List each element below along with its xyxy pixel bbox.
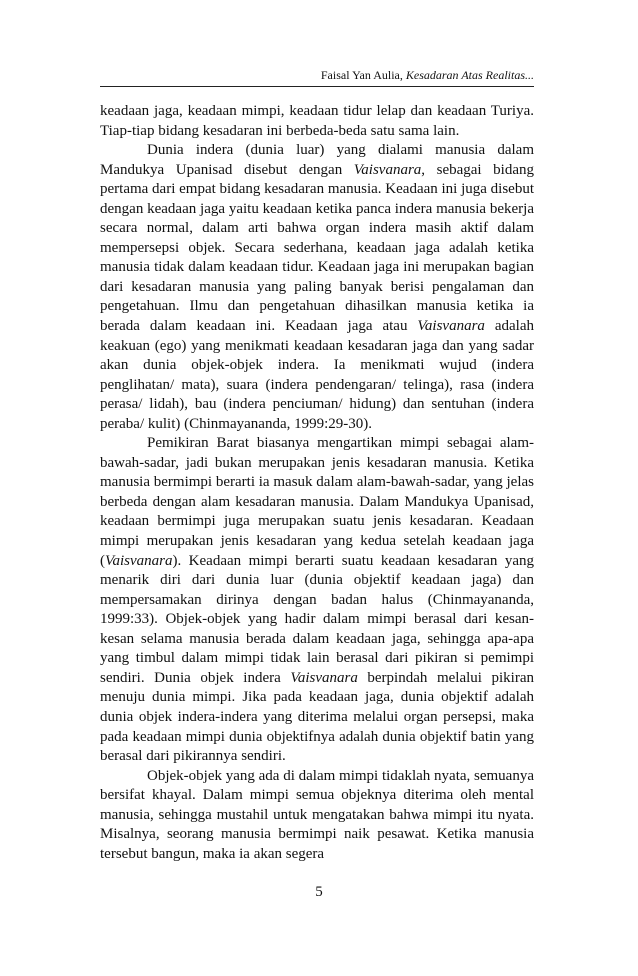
text-run: Objek-objek yang ada di dalam mimpi tidaklah nyata, semuanya bersifat khayal. Dalam mimpi semua objeknya diterima oleh mental manusia, sehingga mustahil untuk mengatakan bahwa mimpi itu nyata. Misalnya, seorang manusia bermimpi naik pesawat. Ketika manusia tersebut bangun, maka ia akan segera bbox=[100, 767, 534, 862]
text-run: Dunia indera (dunia luar) yang dialami manusia dalam Mandukya Upanisad disebut dengan bbox=[100, 142, 534, 178]
italic-term: Vaisvanara bbox=[105, 552, 173, 569]
body-text bbox=[100, 102, 534, 864]
header-title: Kesadaran Atas Realitas... bbox=[405, 68, 534, 82]
italic-term: Vaisvanara bbox=[353, 161, 422, 178]
text-run: keadaan jaga, keadaan mimpi, keadaan tidur lelap dan keadaan Turiya. Tiap-tiap bidang kesadaran ini berbeda-beda satu sama lain. bbox=[100, 103, 534, 139]
text-run: ). Keadaan mimpi berarti suatu keadaan kesadaran yang menarik diri dari dunia luar (dunia objektif keadaan jaga) dan mempersamakan dirinya dengan badan halus (Chinmayananda, 1999:33). Objek-objek yang hadir dalam mimpi berasal dari kesan-kesan selama manusia berada dalam keadaan jaga, sehingga apa-apa yang timbul dalam mimpi tidak lain berasal dari pikiran si pemimpi sendiri. Dunia objek indera bbox=[100, 552, 534, 686]
italic-term: Vaisvanara bbox=[290, 669, 358, 686]
text-run: berpindah melalui pikiran menuju dunia mimpi. Jika pada keadaan jaga, dunia objektif adalah dunia objek indera-indera yang diterima melalui organ persepsi, maka pada keadaan mimpi dunia objektifnya adalah dunia objektif batin yang berasal dari pikirannya sendiri. bbox=[100, 669, 534, 765]
page-number: 5 bbox=[315, 884, 323, 900]
paragraph-3 bbox=[100, 434, 534, 766]
header-author: Faisal Yan Aulia, bbox=[320, 68, 406, 82]
running-header bbox=[321, 68, 534, 82]
paragraph-4 bbox=[100, 767, 534, 865]
text-run: , sebagai bidang pertama dari empat bidang kesadaran manusia. Keadaan ini juga disebut dengan keadaan jaga yaitu keadaan ketika panca indera manusia bekerja secara normal, dalam arti bahwa organ indera masih aktif dalam mempersepsi objek. Secara sederhana, keadaan jaga adalah ketika manusia tidak dalam keadaan tidur. Keadaan jaga ini merupakan bagian dari kesadaran manusia yang paling banyak berisi pengalaman dan pengetahuan. Ilmu dan pengetahuan dihasilkan manusia ketika ia berada dalam keadaan ini. Keadaan jaga atau bbox=[100, 161, 535, 335]
text-run: Pemikiran Barat biasanya mengartikan mimpi sebagai alam-bawah-sadar, jadi bukan merupakan jenis kesadaran manusia. Ketika manusia bermimpi berarti ia masuk dalam alam-bawah-sadar, yang jelas berbeda dengan alam kesadaran manusia. Dalam Mandukya Upanisad, keadaan bermimpi juga merupakan suatu jenis kesadaran. Keadaan mimpi merupakan jenis kesadaran yang kedua setelah keadaan jaga ( bbox=[100, 435, 534, 569]
paragraph-2 bbox=[100, 141, 534, 434]
italic-term: Vaisvanara bbox=[417, 318, 485, 335]
paragraph-1 bbox=[100, 102, 534, 141]
text-run: adalah keakuan (ego) yang menikmati keadaan kesadaran jaga dan yang sadar akan dunia objek-objek indera. Ia menikmati wujud (indera penglihatan/ mata), suara (indera pendengaran/ telinga), rasa (indera perasa/ lidah), bau (indera penciuman/ hidung) dan sentuhan (indera peraba/ kulit) (Chinmayananda, 1999:29-30). bbox=[100, 318, 535, 432]
header-rule bbox=[100, 86, 534, 87]
